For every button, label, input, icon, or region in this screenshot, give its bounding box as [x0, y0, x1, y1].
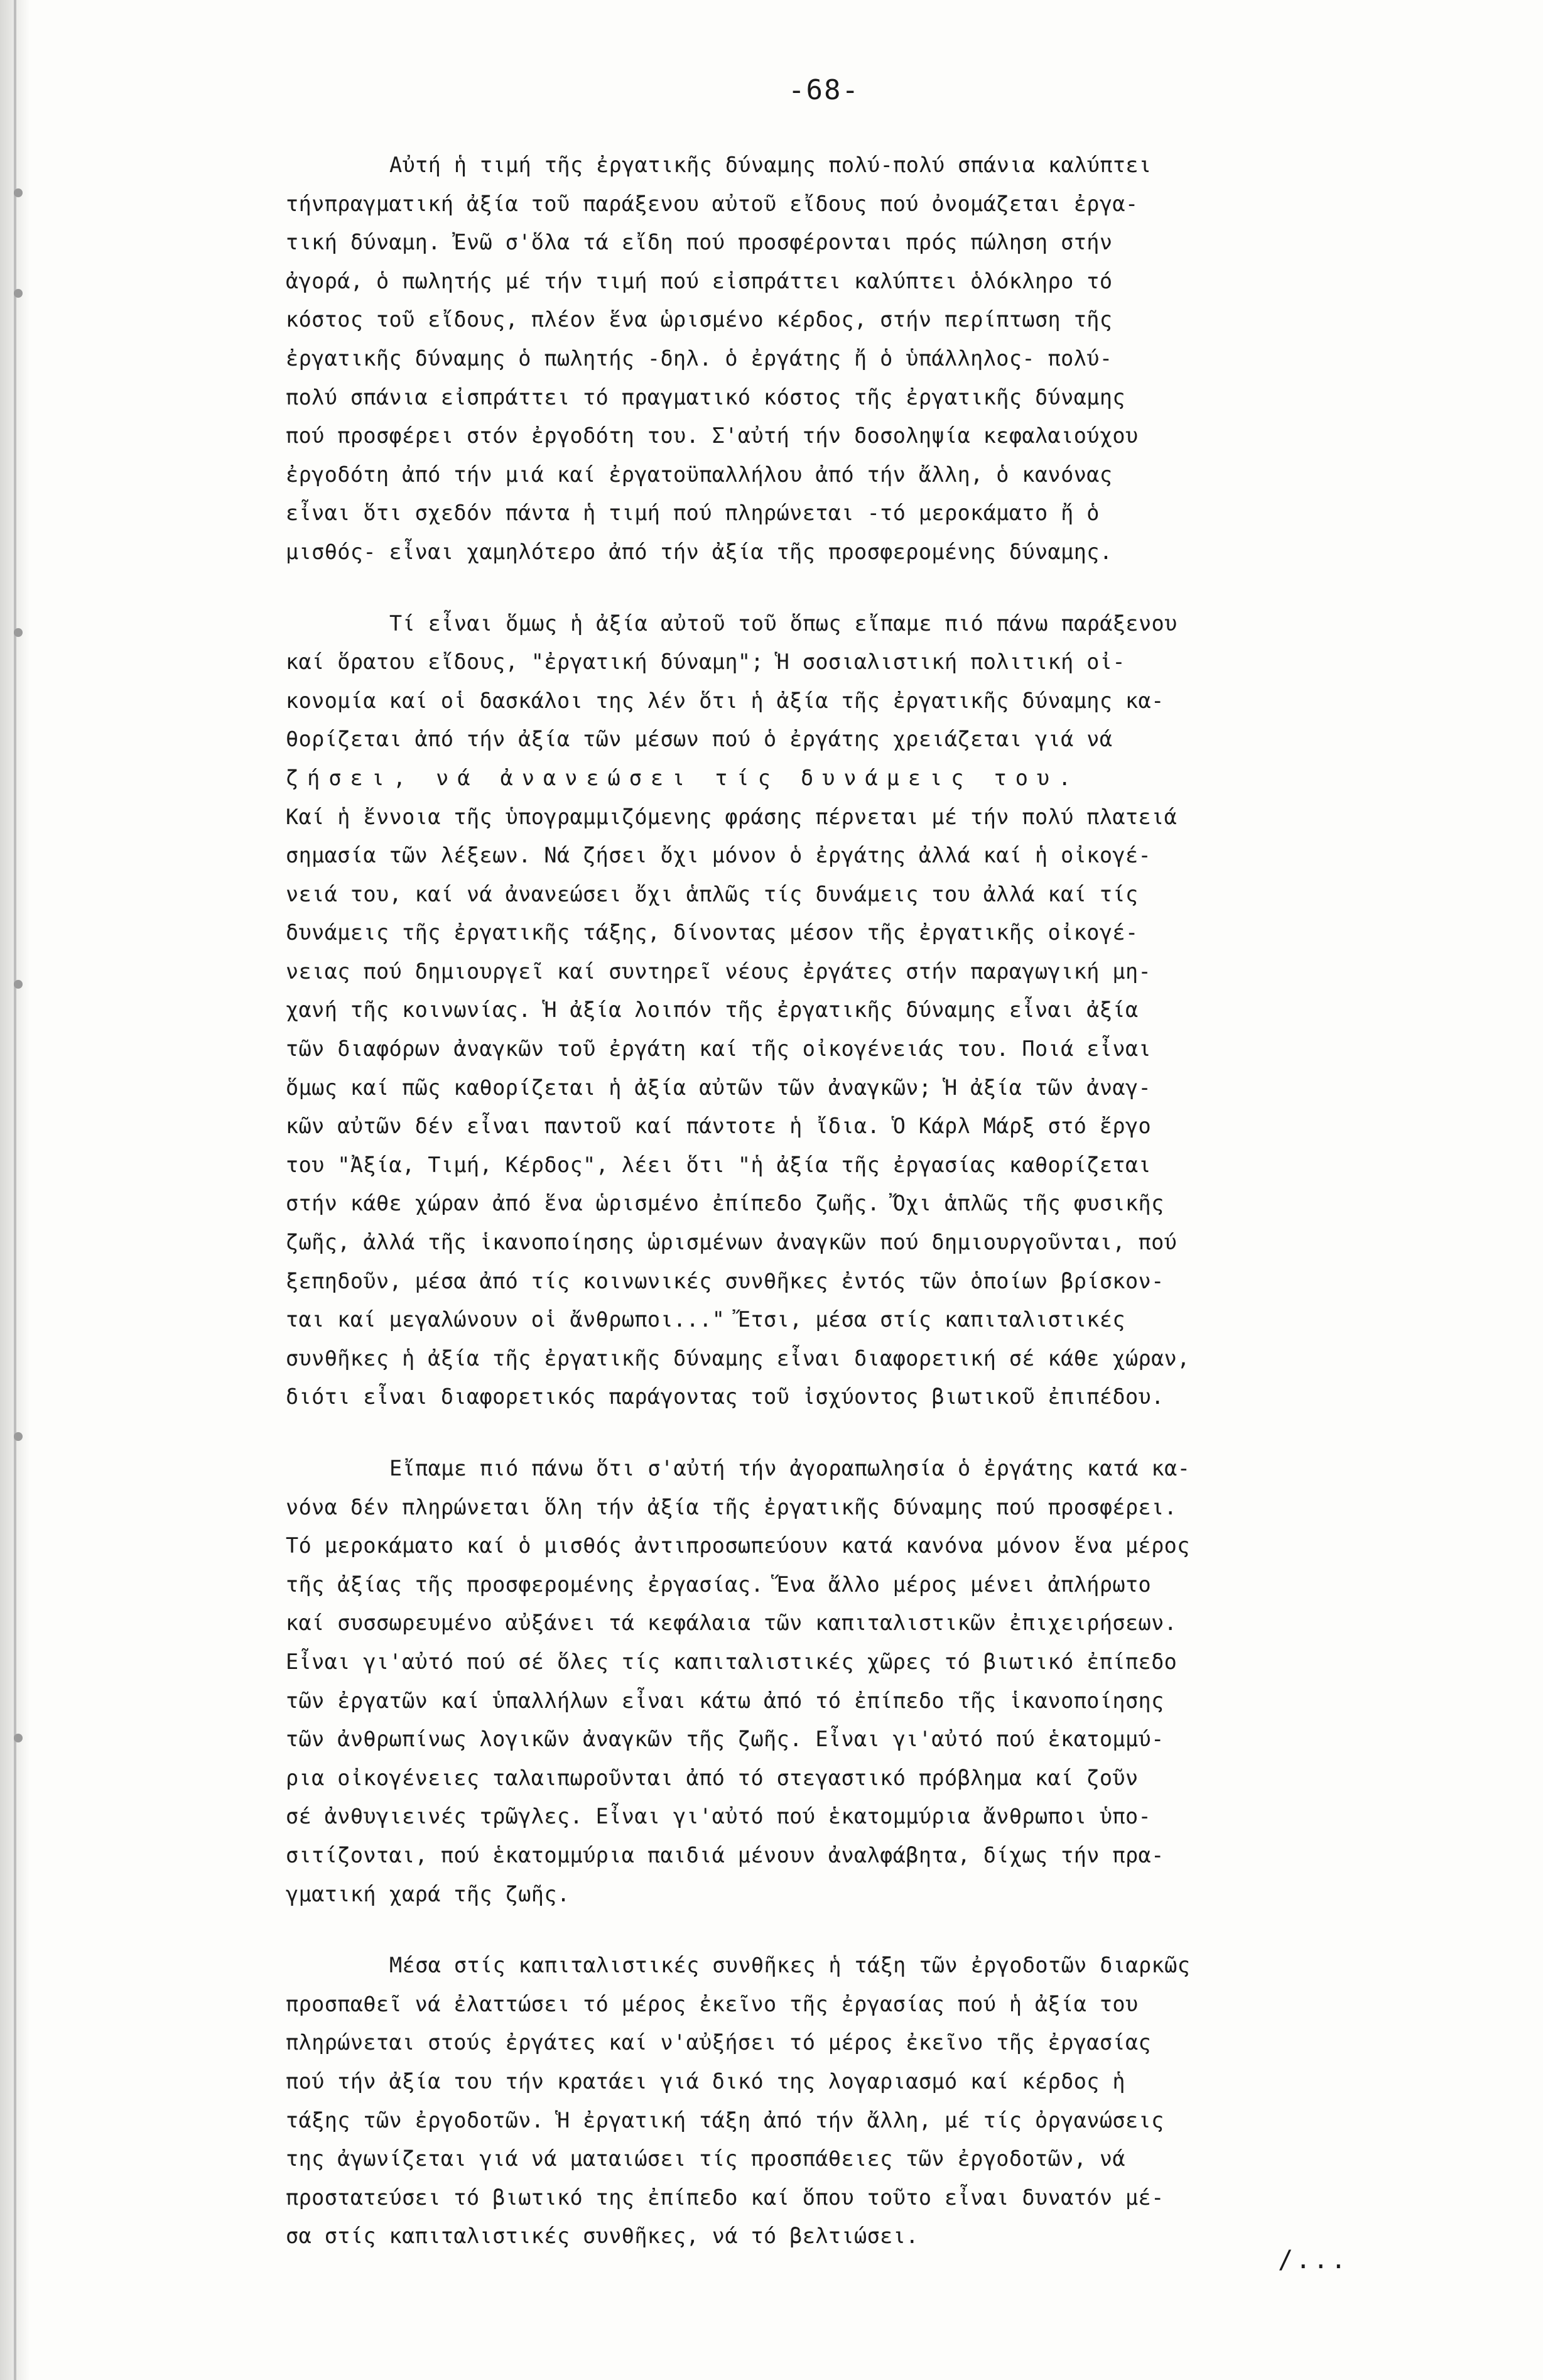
text-line: Τί εἶναι ὅμως ἡ ἀξία αὐτοῦ τοῦ ὅπως εἴπαμε πιό πάνω παράξενου — [389, 611, 1178, 636]
text-line: προσπαθεῖ νά ἐλαττώσει τό μέρος ἐκεῖνο τῆς ἐργασίας πού ἡ ἀξία του — [286, 1991, 1139, 2016]
text-line: νειας πού δημιουργεῖ καί συντηρεῖ νέους ἐργάτες στήν παραγωγική μη- — [286, 959, 1152, 984]
text-line: ζωῆς, ἀλλά τῆς ἱκανοποίησης ὡρισμένων ἀναγκῶν πού δημιουργοῦνται, πού — [286, 1230, 1178, 1255]
text-line: πού τήν ἀξία του τήν κρατάει γιά δικό της λογαριασμό καί κέρδος ἡ — [286, 2068, 1125, 2094]
text-line: ἐργατικῆς δύναμης ὁ πωλητής -δηλ. ὁ ἐργάτης ἤ ὁ ὑπάλληλος- πολύ- — [286, 345, 1113, 371]
text-line: τῆς ἀξίας τῆς προσφερομένης ἐργασίας. Ἕνα ἄλλο μέρος μένει ἀπλήρωτο — [286, 1572, 1152, 1597]
paragraph-3 — [286, 1449, 1435, 1913]
punch-hole-mark — [14, 289, 23, 298]
punch-hole-mark — [14, 628, 23, 637]
text-line: εἶναι ὅτι σχεδόν πάντα ἡ τιμή πού πληρώνεται -τό μεροκάματο ἤ ὁ — [286, 501, 1100, 526]
text-line: του "Ἀξία, Τιμή, Κέρδος", λέει ὅτι "ἡ ἀξία τῆς ἐργασίας καθορίζεται — [286, 1152, 1152, 1177]
text-line: Εἶναι γι'αὐτό πού σέ ὅλες τίς καπιταλιστικές χῶρες τό βιωτικό ἐπίπεδο — [286, 1649, 1178, 1674]
text-line: διότι εἶναι διαφορετικός παράγοντας τοῦ ἰσχύοντος βιωτικοῦ ἐπιπέδου. — [286, 1384, 1164, 1410]
paragraph-2 — [286, 604, 1435, 1416]
text-line: τῶν διαφόρων ἀναγκῶν τοῦ ἐργάτη καί τῆς οἰκογένειάς του. Ποιά εἶναι — [286, 1036, 1152, 1062]
punch-hole-mark — [14, 1734, 23, 1742]
text-line: γματική χαρά τῆς ζωῆς. — [286, 1881, 570, 1906]
body-text — [286, 146, 1435, 2288]
text-line: τάξης τῶν ἐργοδοτῶν. Ἡ ἐργατική τάξη ἀπό τήν ἄλλη, μέ τίς ὀργανώσεις — [286, 2107, 1164, 2133]
paragraph-4 — [286, 1946, 1435, 2256]
emphasized-text-line: ζήσει, νά ἀνανεώσει τίς δυνάμεις του. — [286, 765, 1080, 790]
punch-hole-mark — [14, 188, 23, 197]
text-line: κόστος τοῦ εἴδους, πλέον ἕνα ὡρισμένο κέρδος, στήν περίπτωση τῆς — [286, 307, 1113, 332]
text-line: Εἴπαμε πιό πάνω ὅτι σ'αὐτή τήν ἀγοραπωλησία ὁ ἐργάτης κατά κα- — [389, 1456, 1191, 1481]
text-line: Μέσα στίς καπιταλιστικές συνθῆκες ἡ τάξη τῶν ἐργοδοτῶν διαρκῶς — [389, 1953, 1191, 1978]
text-line: μισθός- εἶναι χαμηλότερο ἀπό τήν ἀξία τῆς προσφερομένης δύναμης. — [286, 539, 1113, 564]
text-line: σα στίς καπιταλιστικές συνθῆκες, νά τό βελτιώσει. — [286, 2224, 919, 2249]
text-line: ξεπηδοῦν, μέσα ἀπό τίς κοινωνικές συνθῆκες ἐντός τῶν ὁποίων βρίσκον- — [286, 1268, 1164, 1293]
text-line: Καί ἡ ἔννοια τῆς ὑπογραμμιζόμενης φράσης πέρνεται μέ τήν πολύ πλατειά — [286, 804, 1178, 829]
text-line: σιτίζονται, πού ἑκατομμύρια παιδιά μένουν ἀναλφάβητα, δίχως τήν πρα- — [286, 1842, 1164, 1867]
text-line: νόνα δέν πληρώνεται ὅλη τήν ἀξία τῆς ἐργατικῆς δύναμης πού προσφέρει. — [286, 1494, 1178, 1519]
text-line: ὅμως καί πῶς καθορίζεται ἡ ἀξία αὐτῶν τῶν ἀναγκῶν; Ἡ ἀξία τῶν ἀναγ- — [286, 1075, 1152, 1100]
text-line: τήνπραγματική ἀξία τοῦ παράξενου αὐτοῦ εἴδους πού ὀνομάζεται ἐργα- — [286, 191, 1139, 216]
text-line: νειά του, καί νά ἀνανεώσει ὄχι ἁπλῶς τίς δυνάμεις του ἀλλά καί τίς — [286, 881, 1139, 906]
text-line: τῶν ἐργατῶν καί ὑπαλλήλων εἶναι κάτω ἀπό τό ἐπίπεδο τῆς ἱκανοποίησης — [286, 1688, 1164, 1713]
text-line: τῶν ἀνθρωπίνως λογικῶν ἀναγκῶν τῆς ζωῆς. Εἶναι γι'αὐτό πού ἑκατομμύ- — [286, 1727, 1164, 1752]
page-number: -68- — [788, 74, 860, 106]
text-line: ἐργοδότη ἀπό τήν μιά καί ἐργατοϋπαλλήλου ἀπό τήν ἄλλη, ὁ κανόνας — [286, 462, 1113, 487]
continuation-mark: /... — [1278, 2246, 1349, 2274]
text-line: σημασία τῶν λέξεων. Νά ζήσει ὄχι μόνον ὁ ἐργάτης ἀλλά καί ἡ οἰκογέ- — [286, 843, 1152, 868]
text-line: Τό μεροκάματο καί ὁ μισθός ἀντιπροσωπεύουν κατά κανόνα μόνον ἕνα μέρος — [286, 1533, 1190, 1558]
text-line: κῶν αὐτῶν δέν εἶναι παντοῦ καί πάντοτε ἡ ἴδια. Ὁ Κάρλ Μάρξ στό ἔργο — [286, 1114, 1152, 1139]
text-line: σέ ἀνθυγιεινές τρῶγλες. Εἶναι γι'αὐτό πού ἑκατομμύρια ἄνθρωποι ὑπο- — [286, 1804, 1152, 1829]
text-line: ται καί μεγαλώνουν οἱ ἄνθρωποι..." Ἔτσι, μέσα στίς καπιταλιστικές — [286, 1307, 1125, 1332]
text-line: θορίζεται ἀπό τήν ἀξία τῶν μέσων πού ὁ ἐργάτης χρειάζεται γιά νά — [286, 727, 1113, 752]
text-line: συνθῆκες ἡ ἀξία τῆς ἐργατικῆς δύναμης εἶναι διαφορετική σέ κάθε χώραν, — [286, 1345, 1190, 1371]
text-line: ἀγορά, ὁ πωλητής μέ τήν τιμή πού εἰσπράττει καλύπτει ὁλόκληρο τό — [286, 268, 1113, 293]
text-line: Αὐτή ἡ τιμή τῆς ἐργατικῆς δύναμης πολύ-πολύ σπάνια καλύπτει — [389, 153, 1152, 177]
scan-edge-line — [14, 0, 16, 2380]
text-line: κονομία καί οἱ δασκάλοι της λέν ὅτι ἡ ἀξία τῆς ἐργατικῆς δύναμης κα- — [286, 688, 1164, 713]
text-line: καί συσσωρευμένο αὐξάνει τά κεφάλαια τῶν καπιταλιστικῶν ἐπιχειρήσεων. — [286, 1611, 1178, 1636]
text-line: δυνάμεις τῆς ἐργατικῆς τάξης, δίνοντας μέσον τῆς ἐργατικῆς οἰκογέ- — [286, 920, 1139, 945]
text-line: στήν κάθε χώραν ἀπό ἕνα ὡρισμένο ἐπίπεδο ζωῆς. Ὄχι ἁπλῶς τῆς φυσικῆς — [286, 1191, 1164, 1216]
text-line: χανή τῆς κοινωνίας. Ἡ ἀξία λοιπόν τῆς ἐργατικῆς δύναμης εἶναι ἀξία — [286, 997, 1139, 1023]
text-line: πολύ σπάνια εἰσπράττει τό πραγματικό κόστος τῆς ἐργατικῆς δύναμης — [286, 384, 1125, 410]
text-line: πληρώνεται στούς ἐργάτες καί ν'αὐξήσει τό μέρος ἐκεῖνο τῆς ἐργασίας — [286, 2030, 1152, 2055]
text-line: τική δύναμη. Ἐνῶ σ'ὅλα τά εἴδη πού προσφέρονται πρός πώληση στήν — [286, 230, 1113, 255]
punch-hole-mark — [14, 1432, 23, 1441]
text-line: της ἀγωνίζεται γιά νά ματαιώσει τίς προσπάθειες τῶν ἐργοδοτῶν, νά — [286, 2146, 1125, 2171]
text-line: προστατεύσει τό βιωτικό της ἐπίπεδο καί ὅπου τοῦτο εἶναι δυνατόν μέ- — [286, 2185, 1164, 2210]
text-line: ρια οἰκογένειες ταλαιπωροῦνται ἀπό τό στεγαστικό πρόβλημα καί ζοῦν — [286, 1765, 1139, 1790]
punch-hole-mark — [14, 980, 23, 989]
text-line: πού προσφέρει στόν ἐργοδότη του. Σ'αὐτή τήν δοσοληψία κεφαλαιούχου — [286, 423, 1139, 448]
text-line: καί ὅρατου εἴδους, "ἐργατική δύναμη"; Ἡ σοσιαλιστική πολιτική οἰ- — [286, 649, 1125, 675]
paragraph-1 — [286, 146, 1435, 572]
